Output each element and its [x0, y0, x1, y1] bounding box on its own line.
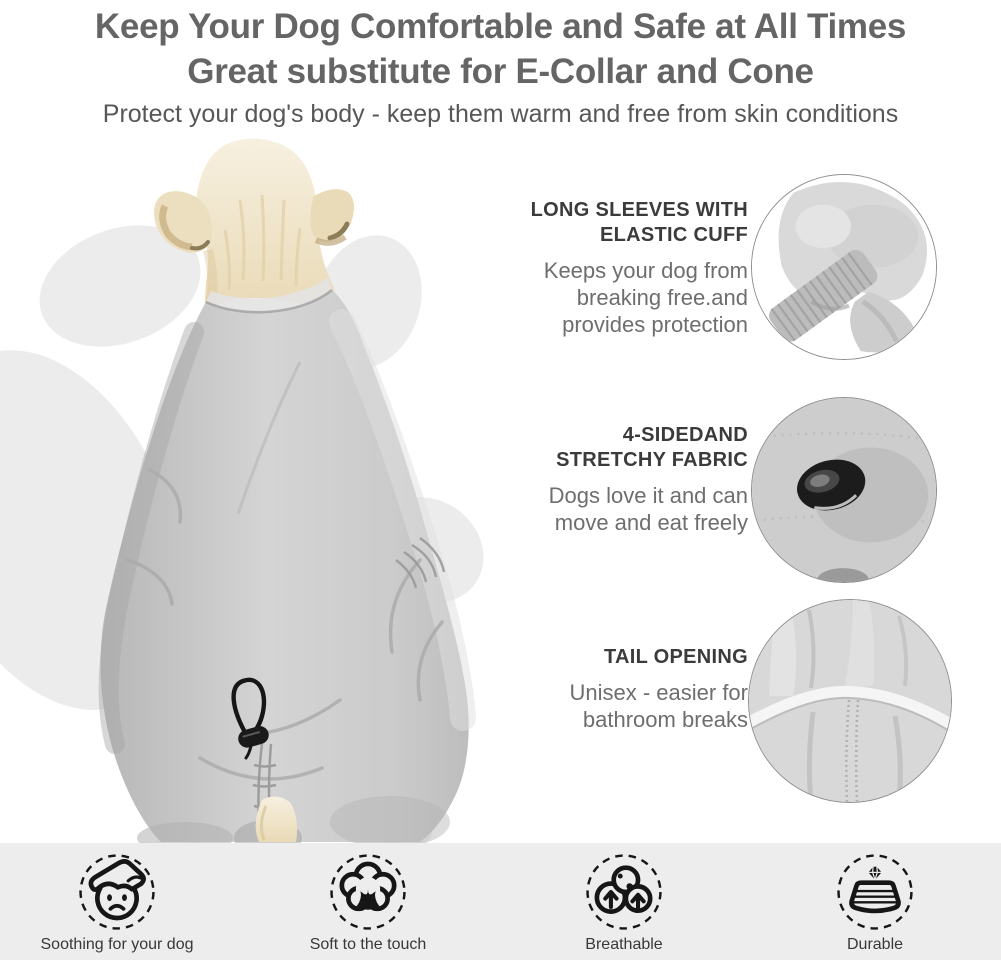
feature-body-line: provides protection [562, 312, 748, 337]
benefit-label: Durable [846, 936, 904, 953]
fabric-with-diamond-icon [832, 849, 918, 935]
feature-title-line: 4-SIDEDAND [622, 424, 748, 446]
feature-body-line: Dogs love it and can [548, 483, 748, 508]
dog-bodysuit [101, 277, 469, 843]
header [0, 4, 1001, 129]
sleeve-elastic-cuff-closeup [751, 174, 937, 360]
feature-stretchy-fabric [428, 423, 748, 536]
feature-title-line: LONG SLEEVES WITH [530, 199, 748, 221]
benefit-soft [258, 849, 478, 954]
feature-title-line: ELASTIC CUFF [599, 224, 748, 246]
benefit-label: Soft to the touch [309, 936, 427, 953]
tail-opening-closeup [748, 599, 952, 803]
benefit-durable [765, 849, 985, 954]
benefit-label: Soothing for your dog [40, 936, 194, 953]
feature-long-sleeves [428, 198, 748, 338]
benefits-strip [0, 843, 1001, 960]
benefit-label: Breathable [585, 936, 663, 953]
feature-body-line: Keeps your dog from [543, 258, 748, 283]
page-subtitle: Protect your dog's body - keep them warm and free from skin conditions [102, 100, 899, 128]
stretchy-fabric-toggle-closeup [751, 397, 937, 583]
clouds-up-arrows-icon [581, 849, 667, 935]
page-title-line2: Great substitute for E-Collar and Cone [187, 52, 814, 91]
page-title-line1: Keep Your Dog Comfortable and Safe at All Times [94, 7, 907, 46]
hand-petting-dog-face-icon [74, 849, 160, 935]
feature-title-line: STRETCHY FABRIC [556, 449, 748, 471]
feature-body-line: breaking free.and [576, 285, 748, 310]
cotton-boll-icon [325, 849, 411, 935]
feature-body-line: Unisex - easier for [569, 680, 748, 705]
feature-title-line: TAIL OPENING [604, 646, 748, 668]
feature-body-line: move and eat freely [554, 510, 748, 535]
feature-tail-opening [428, 645, 748, 733]
dog-right-ear [310, 189, 354, 242]
feature-body-line: bathroom breaks [582, 707, 748, 732]
benefit-soothing [7, 849, 227, 954]
benefit-breathable [514, 849, 734, 954]
